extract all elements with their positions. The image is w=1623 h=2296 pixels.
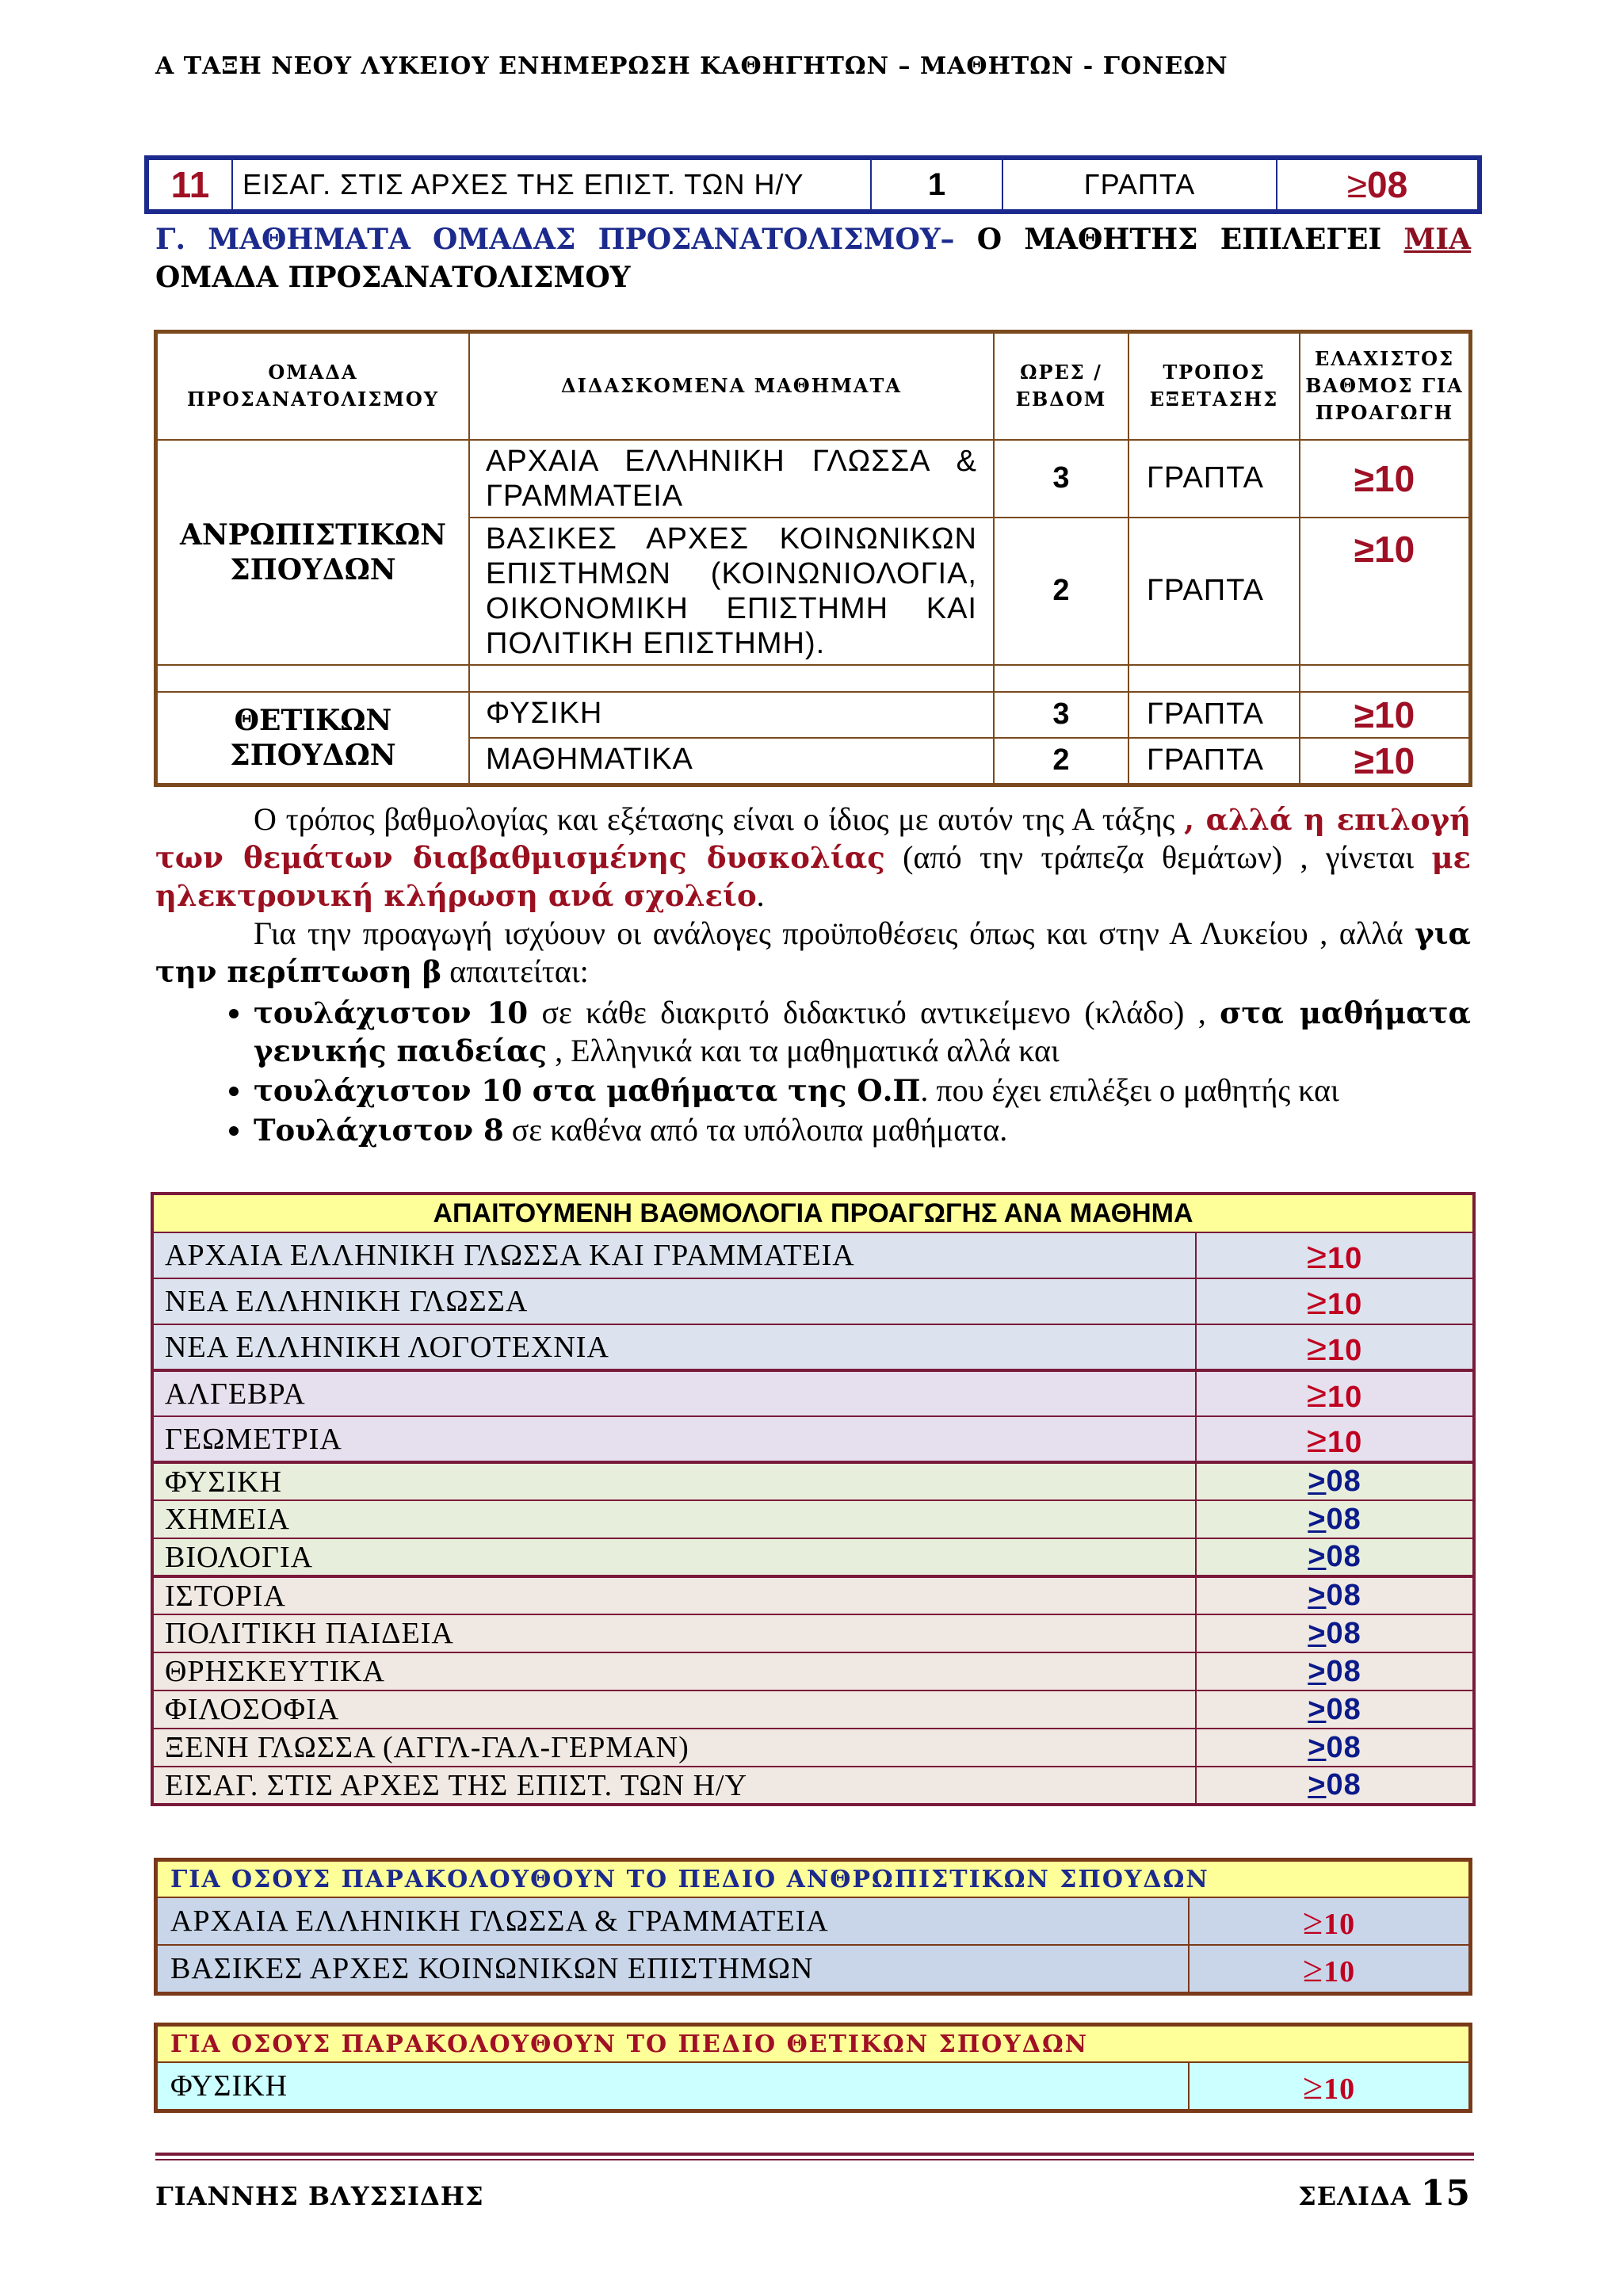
paragraph-emphasis: με ηλεκτρονική κλήρωση ανά σχολείο (155, 840, 1472, 913)
grade-min (1196, 1416, 1474, 1462)
grade-min (1196, 1500, 1474, 1538)
grade-subject: ΦΙΛΟΣΟΦΙΑ (152, 1690, 1196, 1729)
comparison-symbol: ≥ (1306, 1235, 1327, 1276)
table-row (152, 1278, 1474, 1324)
table-row (152, 1538, 1474, 1576)
comparison-symbol: > (1308, 1616, 1327, 1650)
body-text (155, 800, 1471, 1151)
table-row (152, 1500, 1474, 1538)
section-g-emphasis: ΜΙΑ (1403, 223, 1472, 256)
section-g-text: Ο ΜΑΘΗΤΗΣ ΕΠΙΛΕΓΕΙ (954, 223, 1404, 256)
hours-cell: 3 (994, 440, 1128, 518)
min-cell: ≥10 (1300, 440, 1471, 518)
grade-min (1196, 1232, 1474, 1278)
grade-subject: ΓΕΩΜΕΤΡΙΑ (152, 1416, 1196, 1462)
table-row (152, 1614, 1474, 1652)
table-row (152, 1690, 1474, 1729)
comparison-symbol: > (1308, 1768, 1327, 1801)
gte-symbol: ≥ (1302, 1948, 1324, 1989)
comparison-symbol: > (1308, 1502, 1327, 1536)
requirements-list (155, 994, 1471, 1149)
comparison-symbol: > (1308, 1692, 1327, 1726)
course-number: 11 (147, 158, 232, 212)
grade-subject: ΘΡΗΣΚΕΥΤΙΚΑ (152, 1652, 1196, 1690)
grade-min (1196, 1729, 1474, 1767)
bullet-text: , Ελληνικά και τα μαθηματικά αλλά και (547, 1033, 1060, 1068)
comparison-symbol: > (1308, 1579, 1327, 1612)
group-science: ΘΕΤΙΚΩΝ ΣΠΟΥΔΩΝ (156, 692, 470, 785)
min-value: 08 (1326, 1465, 1361, 1498)
bullet-text: σε κάθε διακριτό διδακτικό αντικείμενο (κλάδο) , (528, 995, 1220, 1030)
subject-cell: ΜΑΘΗΜΑΤΙΚΑ (469, 738, 994, 785)
paragraph-emphasis: για την περίπτωση β (155, 916, 1471, 989)
bullet-bold: τουλάχιστον 10 στα μαθήματα της Ο.Π (254, 1073, 921, 1108)
min-value: 10 (1323, 1907, 1356, 1941)
bullet-text: . που έχει επιλέξει ο μαθητής και (920, 1072, 1339, 1108)
grade-min (1196, 1652, 1474, 1690)
spacer-row (156, 665, 1471, 692)
science-box-title: ΓΙΑ ΟΣΟΥΣ ΠΑΡΑΚΟΛΟΥΘΟΥΝ ΤΟ ΠΕΔΙΟ ΘΕΤΙΚΩΝ ΣΠΟΥΔΩΝ (156, 2025, 1471, 2063)
course-min-value: 08 (1367, 164, 1408, 205)
hours-cell: 3 (994, 692, 1128, 738)
comparison-symbol: > (1308, 1465, 1327, 1498)
grade-min (1196, 1538, 1474, 1576)
science-box (154, 2023, 1472, 2113)
min-value: 08 (1326, 1502, 1361, 1536)
humanities-subject: ΒΑΣΙΚΕΣ ΑΡΧΕΣ ΚΟΙΝΩΝΙΚΩΝ ΕΠΙΣΤΗΜΩΝ (156, 1945, 1190, 1994)
min-cell: ≥10 (1300, 738, 1471, 785)
grade-subject: ΒΙΟΛΟΓΙΑ (152, 1538, 1196, 1576)
footer-page (1298, 2173, 1471, 2214)
header-subjects: ΔΙΔΑΣΚΟΜΕΝΑ ΜΑΘΗΜΑΤΑ (469, 332, 994, 440)
header-hours: ΩΡΕΣ / ΕΒΔΟΜ (994, 332, 1128, 440)
min-value: 08 (1326, 1768, 1361, 1801)
min-value: 10 (1323, 2072, 1356, 2106)
gte-symbol: ≥ (1302, 2065, 1324, 2107)
paragraph-text: Για την προαγωγή ισχύουν οι ανάλογες προϋποθέσεις όπως και στην Α Λυκείου , αλλά (254, 915, 1415, 951)
page-header: Α ΤΑΞΗ ΝΕΟΥ ΛΥΚΕΙΟΥ ΕΝΗΜΕΡΩΣΗ ΚΑΘΗΓΗΤΩΝ – ΜΑΘΗΤΩΝ - ΓΟΝΕΩΝ (155, 52, 1228, 80)
table-row (152, 1462, 1474, 1500)
course-subject: ΕΙΣΑΓ. ΣΤΙΣ ΑΡΧΕΣ ΤΗΣ ΕΠΙΣΤ. ΤΩΝ Η/Υ (232, 158, 871, 212)
min-value: 10 (1323, 1954, 1356, 1988)
grade-min (1196, 1370, 1474, 1416)
footer-rule-thin (155, 2159, 1474, 2160)
bullet-bold: στα μαθήματα γενικής παιδείας (254, 995, 1471, 1068)
comparison-symbol: ≥ (1306, 1281, 1327, 1322)
min-value: 08 (1326, 1579, 1361, 1612)
bullet-bold: Τουλάχιστον 8 (254, 1113, 504, 1148)
list-item (254, 1111, 1471, 1149)
humanities-box (154, 1858, 1472, 1996)
header-exam: ΤΡΟΠΟΣ ΕΞΕΤΑΣΗΣ (1128, 332, 1300, 440)
grades-table (151, 1192, 1476, 1806)
footer-author: ΓΙΑΝΝΗΣ ΒΛΥΣΣΙΔΗΣ (155, 2181, 484, 2211)
grade-subject: ΦΥΣΙΚΗ (152, 1462, 1196, 1500)
paragraph-emphasis: , αλλά η επιλογή των θεμάτων διαβαθμισμένης δυσκολίας (155, 802, 1471, 875)
grade-subject: ΑΛΓΕΒΡΑ (152, 1370, 1196, 1416)
table-row (152, 1767, 1474, 1805)
subject-cell: ΒΑΣΙΚΕΣ ΑΡΧΕΣ ΚΟΙΝΩΝΙΚΩΝ ΕΠΙΣΤΗΜΩΝ (ΚΟΙΝΩΝΙΟΛΟΓΙΑ, ΟΙΚΟΝΟΜΙΚΗ ΕΠΙΣΤΗΜΗ ΚΑΙ ΠΟΛΙΤΙΚΗ ΕΠΙΣΤΗΜΗ). (469, 518, 994, 665)
course-exam: ΓΡΑΠΤΑ (1002, 158, 1277, 212)
table-row (152, 1652, 1474, 1690)
comparison-symbol: ≥ (1306, 1326, 1327, 1368)
humanities-subject: ΑΡΧΑΙΑ ΕΛΛΗΝΙΚΗ ΓΛΩΣΣΑ & ΓΡΑΜΜΑΤΕΙΑ (156, 1897, 1190, 1945)
gte-symbol: ≥ (1302, 1901, 1324, 1942)
table-row (152, 1576, 1474, 1614)
table-row (152, 1324, 1474, 1370)
subject-cell: ΑΡΧΑΙΑ ΕΛΛΗΝΙΚΗ ΓΛΩΣΣΑ & ΓΡΑΜΜΑΤΕΙΑ (469, 440, 994, 518)
section-g-text-end: ΟΜΑΔΑ ΠΡΟΣΑΝΑΤΟΛΙΣΜΟΥ (155, 261, 631, 294)
section-g-heading (155, 220, 1471, 296)
min-value: 08 (1326, 1730, 1361, 1764)
page-label: ΣΕΛΙΔΑ (1298, 2181, 1421, 2211)
exam-cell: ΓΡΑΠΤΑ (1128, 518, 1300, 665)
section-g-title: Γ. ΜΑΘΗΜΑΤΑ ΟΜΑΔΑΣ ΠΡΟΣΑΝΑΤΟΛΙΣΜΟΥ– (155, 223, 955, 256)
header-min: ΕΛΑΧΙΣΤΟΣ ΒΑΘΜΟΣ ΓΙΑ ΠΡΟΑΓΩΓΗ (1300, 332, 1471, 440)
humanities-box-title: ΓΙΑ ΟΣΟΥΣ ΠΑΡΑΚΟΛΟΥΘΟΥΝ ΤΟ ΠΕΔΙΟ ΑΝΘΡΩΠΙΣΤΙΚΩΝ ΣΠΟΥΔΩΝ (156, 1860, 1471, 1898)
hours-cell: 2 (994, 738, 1128, 785)
bullet-bold: τουλάχιστον 10 (254, 995, 529, 1030)
grade-subject: ΝΕΑ ΕΛΛΗΝΙΚΗ ΛΟΓΟΤΕΧΝΙΑ (152, 1324, 1196, 1370)
course-hours: 1 (871, 158, 1002, 212)
science-min (1189, 2062, 1471, 2111)
min-cell: ≥10 (1300, 518, 1471, 665)
min-value: 08 (1326, 1616, 1361, 1650)
grades-table-title: ΑΠΑΙΤΟΥΜΕΝΗ ΒΑΘΜΟΛΟΓΙΑ ΠΡΟΑΓΩΓΗΣ ΑΝΑ ΜΑΘΗΜΑ (152, 1194, 1474, 1232)
min-value: 10 (1327, 1333, 1363, 1367)
grade-subject: ΧΗΜΕΙΑ (152, 1500, 1196, 1538)
min-value: 10 (1327, 1380, 1363, 1414)
min-value: 08 (1326, 1692, 1361, 1726)
footer-rule (155, 2153, 1474, 2156)
grade-min (1196, 1462, 1474, 1500)
min-value: 08 (1326, 1654, 1361, 1688)
group-humanities: ΑΝΡΩΠΙΣΤΙΚΩΝ ΣΠΟΥΔΩΝ (156, 440, 470, 665)
comparison-symbol: > (1308, 1654, 1327, 1688)
paragraph-1 (155, 800, 1471, 915)
comparison-symbol: > (1308, 1730, 1327, 1764)
paragraph-text: Ο τρόπος βαθμολογίας και εξέτασης είναι ο ίδιος με αυτόν της Α τάξης (254, 801, 1185, 837)
comparison-symbol: ≥ (1306, 1418, 1327, 1460)
grade-subject: ΙΣΤΟΡΙΑ (152, 1576, 1196, 1614)
science-subject: ΦΥΣΙΚΗ (156, 2062, 1190, 2111)
subject-cell: ΦΥΣΙΚΗ (469, 692, 994, 738)
grade-min (1196, 1324, 1474, 1370)
grade-min (1196, 1278, 1474, 1324)
table-row (152, 1729, 1474, 1767)
exam-cell: ΓΡΑΠΤΑ (1128, 440, 1300, 518)
course-min-grade (1277, 158, 1480, 212)
min-value: 10 (1327, 1242, 1363, 1275)
gte-symbol: ≥ (1346, 164, 1368, 205)
grade-subject: ΠΟΛΙΤΙΚΗ ΠΑΙΔΕΙΑ (152, 1614, 1196, 1652)
hours-cell: 2 (994, 518, 1128, 665)
min-cell: ≥10 (1300, 692, 1471, 738)
grade-min (1196, 1690, 1474, 1729)
humanities-min (1189, 1897, 1471, 1945)
grade-subject: ΝΕΑ ΕΛΛΗΝΙΚΗ ΓΛΩΣΣΑ (152, 1278, 1196, 1324)
bullet-text: σε καθένα από τα υπόλοιπα μαθήματα. (503, 1112, 1008, 1148)
grade-min (1196, 1614, 1474, 1652)
comparison-symbol: > (1308, 1540, 1327, 1573)
grade-subject: ΞΕΝΗ ΓΛΩΣΣΑ (ΑΓΓΛ-ΓΑΛ-ΓΕΡΜΑΝ) (152, 1729, 1196, 1767)
course-row-11 (144, 155, 1482, 214)
grade-subject: ΑΡΧΑΙΑ ΕΛΛΗΝΙΚΗ ΓΛΩΣΣΑ ΚΑΙ ΓΡΑΜΜΑΤΕΙΑ (152, 1232, 1196, 1278)
list-item (254, 1072, 1471, 1110)
humanities-min (1189, 1945, 1471, 1994)
header-group: ΟΜΑΔΑ ΠΡΟΣΑΝΑΤΟΛΙΣΜΟΥ (156, 332, 470, 440)
table-row (152, 1416, 1474, 1462)
grade-subject: ΕΙΣΑΓ. ΣΤΙΣ ΑΡΧΕΣ ΤΗΣ ΕΠΙΣΤ. ΤΩΝ Η/Υ (152, 1767, 1196, 1805)
paragraph-text: απαιτείται: (441, 953, 589, 989)
min-value: 10 (1327, 1288, 1363, 1321)
paragraph-2 (155, 915, 1471, 991)
paragraph-text: . (756, 877, 765, 913)
list-item (254, 994, 1471, 1070)
exam-cell: ΓΡΑΠΤΑ (1128, 738, 1300, 785)
table-row (152, 1232, 1474, 1278)
exam-cell: ΓΡΑΠΤΑ (1128, 692, 1300, 738)
grade-min (1196, 1767, 1474, 1805)
table-row (152, 1370, 1474, 1416)
comparison-symbol: ≥ (1306, 1373, 1327, 1415)
orientation-table (154, 330, 1472, 787)
min-value: 10 (1327, 1425, 1363, 1459)
min-value: 08 (1326, 1540, 1361, 1573)
paragraph-text: (από την τράπεζα θεμάτων) , γίνεται (884, 839, 1432, 875)
grade-min (1196, 1576, 1474, 1614)
page-number: 15 (1420, 2173, 1471, 2214)
